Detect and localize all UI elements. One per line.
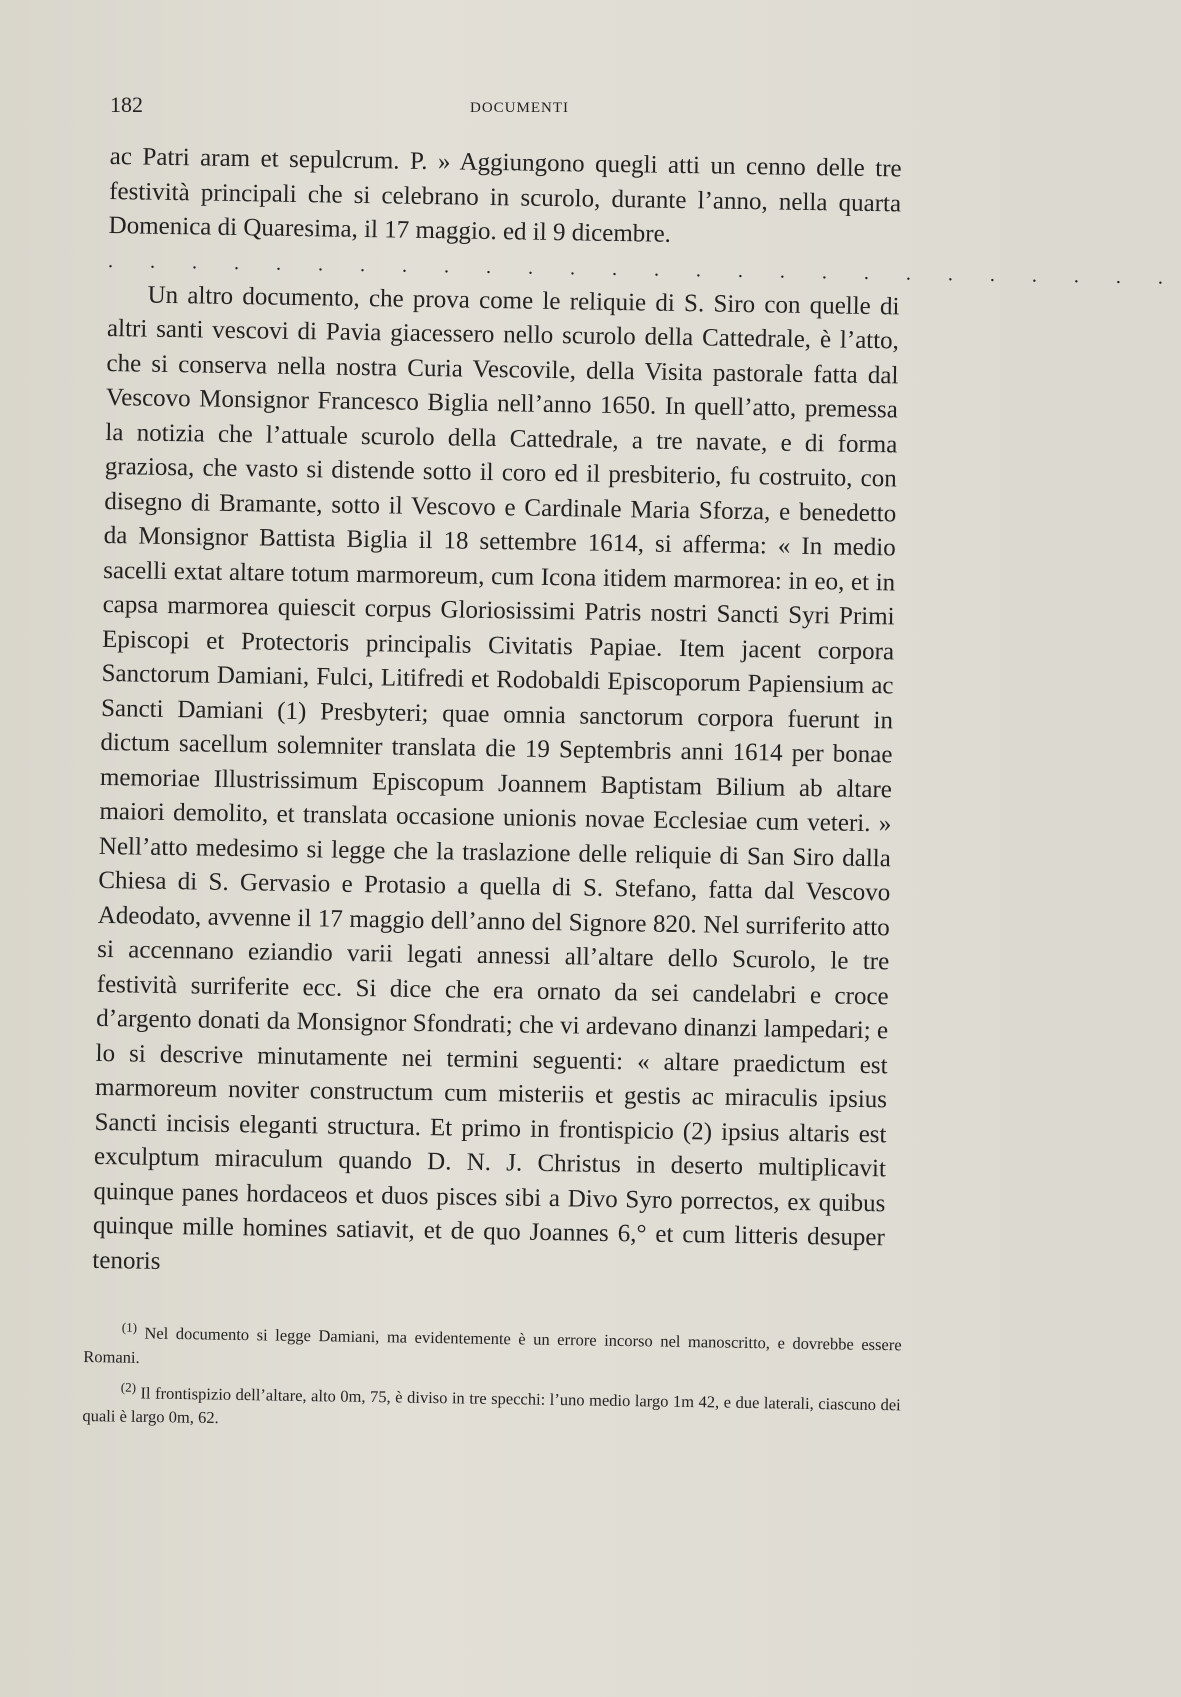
footnote-1: [83, 1315, 902, 1381]
footnotes: [82, 1315, 902, 1447]
footnote-2: [82, 1374, 901, 1440]
running-title: DOCUMENTI: [470, 100, 569, 116]
paragraph-continuation: ac Patri aram et sepulcrum. P. » Aggiungono quegli atti un cenno delle tre festività principali che si celebrano in scurolo, durante l’anno, nella quarta Domenica di Quaresima, il 17 maggio. ed il 9 dicembre.: [108, 142, 902, 248]
ellipsis-separator: . . . . . . . . . . . . . . . . . . . . . . . . . .: [107, 249, 1180, 289]
footnote-1-mark: (1): [121, 1319, 138, 1335]
footnote-2-mark: (2): [120, 1379, 137, 1395]
page-header: [110, 92, 900, 122]
footnote-2-text: Il frontispizio dell’altare, alto 0m, 75, è diviso in tre specchi: l’uno medio largo 1m 42, e due laterali, ciascuno dei quali è largo 0m, 62.: [82, 1382, 901, 1428]
footnote-1-text: Nel documento si legge Damiani, ma evidentemente è un errore incorso nel manoscritto, e dovrebbe essere Romani.: [83, 1323, 902, 1367]
page-number: 182: [110, 92, 143, 117]
body-text: [92, 140, 1180, 1290]
paragraph-main: Un altro documento, che prova come le reliquie di S. Siro con quelle di altri santi vescovi di Pavia giacessero nello scurolo della Cattedrale, è l’atto, che si conserva nella nostra Curia Vescovile, della Visita pastorale fatta dal Vescovo Monsignor Francesco Biglia nell’anno 1650. In quell’atto, premessa la notizia che l’attuale scurolo della Cattedrale, a tre navate, e di forma graziosa, che vasto si distende sotto il coro ed il presbiterio, fu costruito, con disegno di Bramante, sotto il Vescovo e Cardinale Maria Sforza, e benedetto da Monsignor Battista Biglia il 18 settembre 1614, si afferma: « In medio sacelli extat altare totum marmoreum, cum Icona itidem marmorea: in eo, et in capsa marmorea quiescit corpus Gloriosissimi Patris nostri Sancti Syri Primi Episcopi et Protectoris principalis Civitatis Papiae. Item jacent corpora Sanctorum Damiani, Fulci, Litifredi et Rodobaldi Episcoporum Papiensium ac Sancti Damiani (1) Presbyteri; quae omnia sanctorum corpora fuerunt in dictum sacellum solemniter translata die 19 Septembris anni 1614 per bonae memoriae Illustrissimum Episcopum Joannem Baptistam Bilium ab altare maiori demolito, et translata occasione unionis novae Ecclesiae cum veteri. » Nell’atto medesimo si legge che la traslazione delle reliquie di San Siro dalla Chiesa di S. Gervasio e Protasio a quella di S. Stefano, fatta dal Vescovo Adeodato, avvenne il 17 maggio dell’anno del Signore 820. Nel surriferito atto si accennano eziandio varii legati annessi all’altare dello Scurolo, le tre festività surriferite ecc. Si dice che era ornato da sei candelabri e croce d’argento donati da Monsignor Sfondrati; che vi ardevano dinanzi lampedari; e lo si descrive minutamente nei termini seguenti: « altare praedictum est marmoreum noviter constructum cum misteriis et gestis ac miraculis ipsius Sancti incisis eleganti structura. Et primo in frontispicio (2) ipsius altaris est exculptum miraculum quando D. N. J. Christus in deserto multiplicavit quinque panes hordaceos et duos pisces sibi a Divo Syro porrectos, ex quibus quinque mille homines satiavit, et de quo Joannes 6,° et cum litteris desuper tenoris: [92, 281, 900, 1275]
